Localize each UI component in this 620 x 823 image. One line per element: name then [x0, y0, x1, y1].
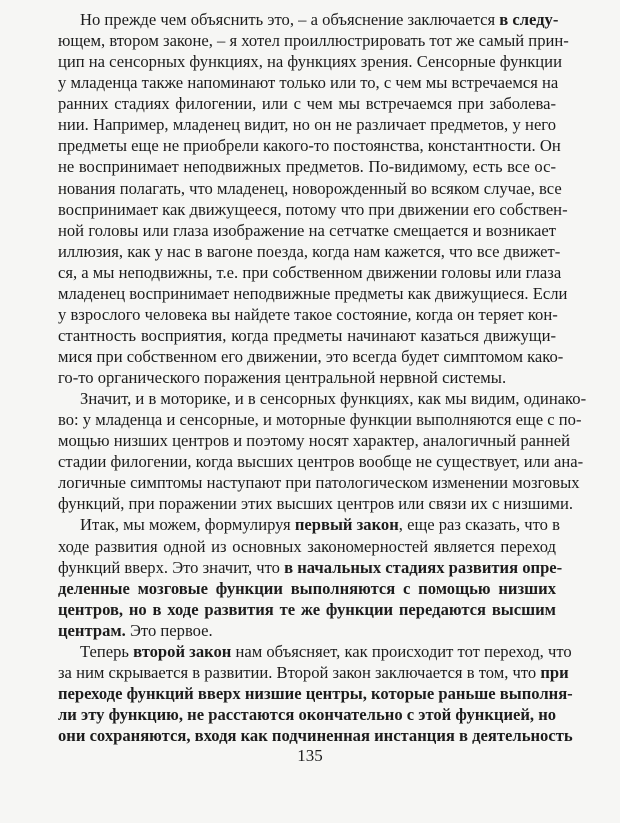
- text-run: младенец воспринимает неподвижные предметы как движущиеся. Если: [58, 283, 568, 303]
- text-run: нии. Например, младенец видит, но он не различает предметов, у него: [58, 115, 556, 135]
- text-line: [58, 598, 556, 621]
- bold-phrase: они сохраняются, входя как подчиненная инстанция в деятельность: [58, 726, 573, 745]
- text-run: ющем, втором законе, – я хотел проиллюстрировать тот же самый прин-: [58, 31, 569, 51]
- text-run: Но прежде чем объяснить это, – а объяснение заключается: [80, 10, 500, 29]
- text-run: Значит, и в моторике, и в сенсорных функциях, как мы видим, одинако-: [80, 389, 587, 409]
- text-line: [58, 408, 582, 431]
- text-run: мощью низших центров и поэтому носят характер, аналогичный ранней: [58, 431, 570, 451]
- text-run: функций, при поражении этих высших центров или связи их с низшими.: [58, 494, 573, 514]
- bold-phrase: центрам.: [58, 620, 126, 640]
- page-number: 135: [297, 746, 323, 765]
- text-run: , еще раз сказать, что в: [398, 515, 560, 535]
- text-line: [58, 471, 580, 494]
- bold-phrase: при: [540, 662, 569, 682]
- text-line: [58, 535, 556, 558]
- text-line: [58, 703, 556, 726]
- text-line: [58, 640, 572, 663]
- text-run: у младенца также напоминают только или то, с чем мы встречаемся на: [58, 73, 559, 93]
- text-line: [58, 198, 568, 221]
- text-line: [58, 556, 563, 579]
- text-run: функций вверх. Это значит, что: [58, 557, 285, 577]
- text-line: [58, 240, 561, 263]
- text-run: во: у младенца и сенсорные, и моторные функции выполняются еще с по-: [58, 410, 582, 430]
- bold-phrase: деленные мозговые функции выполняются с помощью низших: [58, 578, 556, 598]
- text-line: [58, 113, 556, 136]
- text-run: го-то органического поражения центральной нервной системы.: [58, 368, 507, 387]
- text-line: [58, 577, 556, 600]
- text-line: [58, 134, 561, 157]
- text-line: [58, 29, 569, 52]
- text-line: [58, 429, 570, 452]
- bold-phrase: центров, но в ходе развития те же функции передаются высшим: [58, 599, 556, 619]
- text-line: [58, 50, 562, 73]
- text-run: предметы еще не приобрели какого-то постоянства, константности. Он: [58, 136, 561, 156]
- text-line: [58, 92, 556, 115]
- text-run: Это первое.: [125, 620, 213, 640]
- bold-phrase: в начальных стадиях развития опре-: [284, 557, 563, 577]
- text-line: [58, 8, 559, 31]
- text-run: логичные симптомы наступают при патологическом изменении мозговых: [58, 473, 580, 493]
- text-run: у взрослого человека вы найдете такое состояние, когда он теряет кон-: [58, 304, 558, 324]
- text-line: [58, 724, 573, 747]
- text-run: иллюзия, как у нас в вагоне поезда, когда нам кажется, что все движет-: [58, 241, 561, 261]
- text-line: [58, 282, 568, 305]
- bold-phrase: переходе функций вверх низшие центры, которые раньше выполня-: [58, 683, 573, 703]
- text-run: Итак, мы можем, формулируя: [80, 515, 295, 535]
- text-run: ходе развития одной из основных закономерностей является переход: [58, 536, 556, 556]
- text-run: нования полагать, что младенец, новорожденный во всяком случае, все: [58, 178, 562, 198]
- text-run: стадии филогении, когда высших центров вообще не существует, или ана-: [58, 452, 584, 472]
- text-line: [58, 450, 584, 473]
- bold-phrase: в следу-: [499, 10, 559, 29]
- bold-phrase: второй закон: [133, 641, 232, 661]
- text-run: мися при собственном его движении, это всегда будет симптомом како-: [58, 347, 564, 366]
- bold-phrase: первый закон: [294, 515, 399, 535]
- text-run: стантность восприятия, когда предметы начинают казаться движущи-: [58, 325, 556, 345]
- text-run: ся, а мы неподвижны, т.е. при собственном движении головы или глаза: [58, 262, 562, 282]
- text-run: цип на сенсорных функциях, на функциях зрения. Сенсорные функции: [58, 52, 562, 72]
- text-run: Теперь: [80, 641, 134, 661]
- text-line: [58, 513, 560, 536]
- text-line: [58, 661, 569, 684]
- text-line: [58, 219, 556, 242]
- text-line: [58, 155, 556, 178]
- text-run: за ним скрывается в развитии. Второй закон заключается в том, что: [58, 662, 541, 682]
- text-line: [58, 682, 573, 705]
- text-line: [58, 492, 573, 515]
- text-line: [58, 366, 556, 389]
- text-run: воспринимает как движущееся, потому что при движении его собствен-: [58, 199, 568, 219]
- text-line: [58, 619, 556, 642]
- text-line: [58, 71, 559, 94]
- text-run: ной головы или глаза изображение на сетчатке смещается и возникает: [58, 220, 556, 240]
- text-run: ранних стадиях филогении, или с чем мы встречаемся при заболева-: [58, 94, 556, 114]
- text-line: [58, 261, 562, 284]
- text-run: не воспринимает неподвижных предметов. По-видимому, есть все ос-: [58, 157, 556, 177]
- text-run: нам объясняет, как происходит тот переход, что: [231, 641, 572, 661]
- text-line: [58, 324, 556, 347]
- text-line: [58, 387, 587, 410]
- text-line: [58, 345, 564, 368]
- text-line: [58, 177, 562, 200]
- text-line: [58, 303, 556, 326]
- bold-phrase: ли эту функцию, не расстаются окончательно с этой функцией, но: [58, 705, 557, 724]
